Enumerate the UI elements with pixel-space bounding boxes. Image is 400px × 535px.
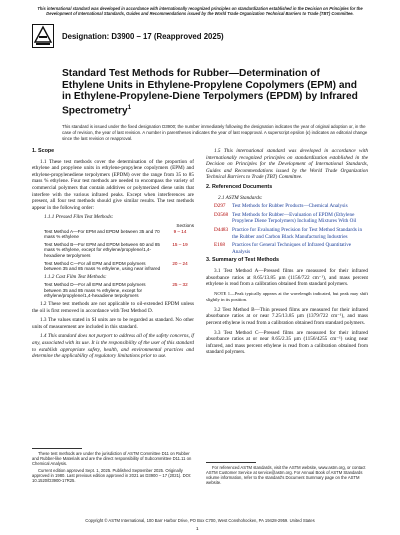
reference-title[interactable]: Test Methods for Rubber—Evaluation of EPDM (Ethylene Propylene Diene Terpolymers) Including Mixtures With Oil [232,211,357,225]
method-row: Test Method B—For EPM and EPDM between 60 and 85 mass % ethylene, except for ethylene/propylene/1,4-hexadiene terpolymers 15 – 19 [44,242,194,259]
note-1: NOTE 1—Peak typically appears at the wavelength indicated, but peak may shift slightly in its position. [206,290,368,303]
document-title [62,68,362,116]
edition-note: This standard is issued under the fixed designation D3900; the number immediately following the designation indicates the year of original adoption or, in the case of revision, the year of last revision. A number in parentheses indicates the year of last reapproval. A superscript epsilon (ε) indicates an editorial change since the last revision or reapproval. [62,124,368,141]
sections-label: Sections [176,222,194,228]
scope-heading: 1. Scope [32,148,55,154]
footnote-1-edition: Current edition approved Sept. 1, 2025. Published September 2025. Originally approved in 1980. Last previous edition approved in 2021 as D3900 – 17 (2021). DOI: 10.1520/D3900-17R25. [32,468,192,483]
cast-film-heading: 1.1.2 Cast Film Test Methods: [44,273,107,280]
para-1-5: 1.5 This international standard was developed in accordance with internationally recognized principles on standardization established in the Decision on Principles for the Development of International Standards, Guides and Recommendations issued by the World Trade Organization Technical Barriers to Trade (TBT) Committee. [206,148,368,181]
title-text: Standard Test Methods for Rubber—Determination of Ethylene Units in Ethylene-Propylene Copolymers (EPM) and in Ethylene-Propylene-Diene Terpolymers (EPDM) by Infrared Spectrometry [62,68,358,116]
pressed-film-heading: 1.1.1 Pressed Film Test Methods: [44,214,114,221]
footnote-rule [32,448,82,449]
copyright-line: Copyright © ASTM International, 100 Barr Harbor Drive, PO Box C700, West Conshohocken, PA 19428-2959. United States [85,518,315,523]
reference-item[interactable] [214,227,368,240]
title-footnote-mark: 1 [127,104,132,111]
para-1-2: 1.2 These test methods are not applicable to oil-extended EPDM unless the oil is first removed in accordance with Test Method D. [32,301,194,314]
para-3-2: 3.2 Test Method B—Thin pressed films are measured for their infrared absorbance ratios at or near 7.25/13.85 µm (1379/722 cm⁻¹), and mass percent ethylene is read from a calibration obtained from standard polymers. [206,306,368,327]
page-number: 1 [196,526,199,531]
astm-standards-heading: 2.1 ASTM Standards: [218,194,263,201]
footnote-1: These test methods are under the jurisdiction of ASTM Committee D11 on Rubber and Rubber-like Materials and are the direct responsibility of Subcommittee D11.11 on Chemical Analysis. [32,451,192,466]
para-1-4: 1.4 This standard does not purport to address all of the safety concerns, if any, associated with its use. It is the responsibility of the user of this standard to establish appropriate safety, health, and environmental practices and determine the applicability of regulatory limitations prior to use. [32,333,194,360]
astm-logo-icon [32,24,54,48]
section-link[interactable]: 25 – 32 [172,282,188,288]
method-row: Test Method D—For all EPM and EPDM polymers between 35 and 85 mass % ethylene, except for ethylene/propylene/1,4-hexadiene terpolymers 25 – 32 [44,282,194,299]
footnote-2: For referenced ASTM standards, visit the ASTM website, www.astm.org, or contact ASTM Customer Service at service@astm.org. For Annual Book of ASTM Standards volume information, refer to the standard's Document Summary page on the ASTM website. [206,465,366,485]
reference-code[interactable]: D4483 [214,226,229,233]
left-column [32,148,194,363]
section-link[interactable]: 20 – 24 [172,260,188,266]
reference-code[interactable]: D3568 [214,211,229,218]
designation: Designation: D3900 – 17 (Reapproved 2025) [62,32,224,41]
right-footnotes [206,462,368,487]
reference-code[interactable]: D297 [214,203,226,210]
method-row: Test Method C—For all EPM and EPDM polymers between 35 and 85 mass % ethylene, using near infrared 20 – 24 [44,261,194,272]
section-link[interactable]: 9 – 14 [173,228,187,234]
reference-title[interactable]: Practice for Evaluating Precision for Test Method Standards in the Rubber and Carbon Black Manufacturing Industries [232,226,363,240]
para-3-1: 3.1 Test Method A—Pressed films are measured for their infrared absorbance ratios at 8.65/13.85 µm (1156/722 cm⁻¹), and mass percent ethylene is read from a calibration obtained from standard polymers. [206,267,368,288]
para-1-3: 1.3 The values stated in SI units are to be regarded as standard. No other units of measurement are included in this standard. [32,317,194,330]
reference-title[interactable]: Practices for General Techniques of Infrared Quantitative Analysis [232,242,352,255]
reference-item[interactable] [214,212,368,225]
footnote-rule [206,462,256,463]
method-row: Test Method A—For EPM and EPDM between 35 and 70 mass % ethylene 9 – 14 [44,229,194,240]
section-link[interactable]: 15 – 19 [172,241,188,247]
pressed-film-methods [44,223,194,272]
para-1-1: 1.1 These test methods cover the determination of the proportion of ethylene and propylene units in ethylene-propylene copolymers (EPM) and ethylene-propylenediene terpolymers (EPDM) over the range from 35 to 85 mass % ethylene. Four test methods are needed to encompass the variety of commercial polymers that contain additives or polymerized diene units that interfere with the various infrared peaks. Except when interferences are present, all four test methods should give similar results. The test methods appear in the following order: [32,158,194,211]
reference-code[interactable]: E168 [214,242,225,249]
referenced-documents-heading: 2. Referenced Documents [206,183,273,190]
para-3-3: 3.3 Test Method C—Pressed films are measured for their infrared absorbance ratios at or near 8.65/2.35 µm (1156/4255 cm⁻¹) using near infrared, and mass percent ethylene is read from a calibration obtained from standard polymers. [206,329,368,356]
right-column [206,148,368,359]
summary-heading: 3. Summary of Test Methods [206,257,279,264]
tbt-banner: This international standard was developed in accordance with internationally recognized principles on standardization established in the Decision on Principles for the Development of International Standards, Guides and Recommendations issued by the World Trade Organization Technical Barriers to Trade (TBT) Committee. [37,6,363,16]
reference-title[interactable]: Test Methods for Rubber Products—Chemical Analysis [232,203,348,210]
reference-item[interactable] [214,242,368,255]
cast-film-methods [44,282,194,299]
left-footnotes [32,448,194,485]
reference-item[interactable] [214,203,368,210]
